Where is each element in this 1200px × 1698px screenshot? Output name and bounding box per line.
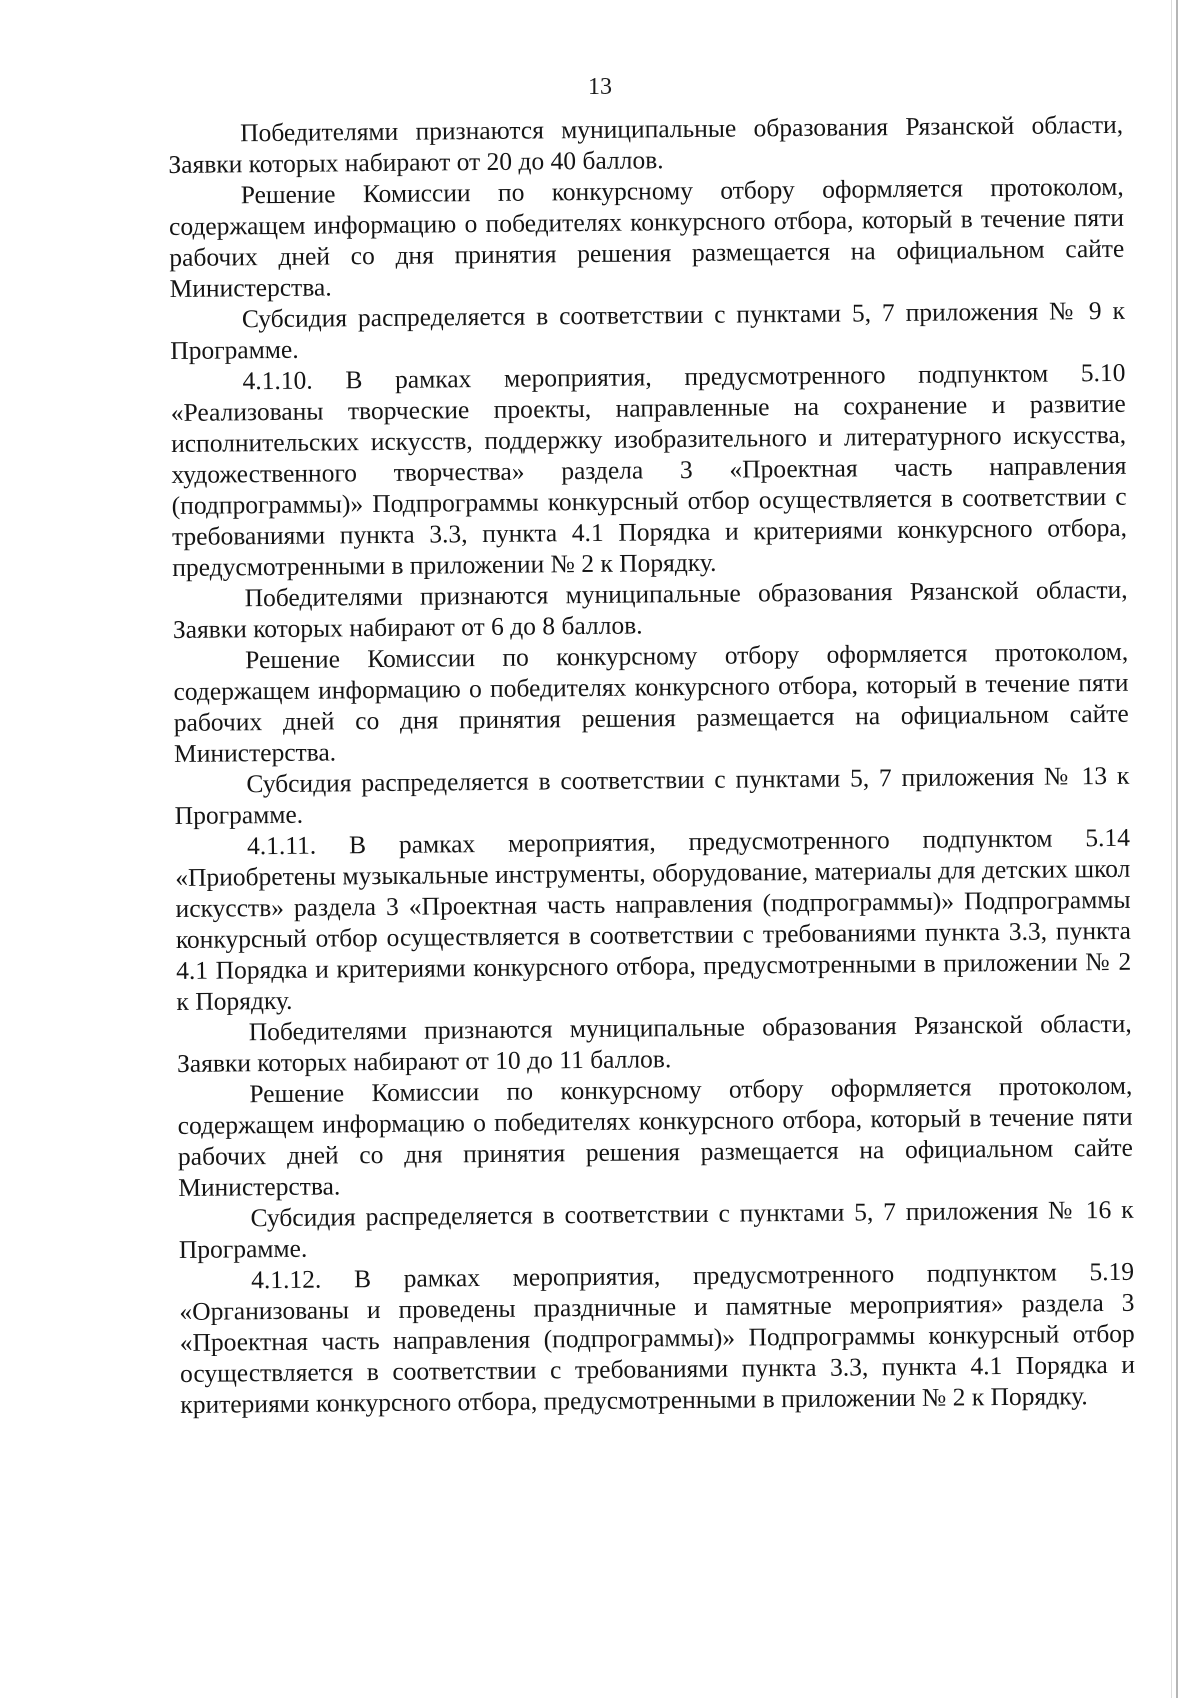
paragraph-winners-10-11: Победителями признаются муниципальные образования Рязанской области, Заявки которых набирают от 10 до 11 баллов. bbox=[176, 1008, 1132, 1078]
page-number: 13 bbox=[588, 74, 612, 100]
paragraph-4-1-11: 4.1.11. В рамках мероприятия, предусмотренного подпунктом 5.14 «Приобретены музыкальные инструменты, оборудование, материалы для детских школ искусств» раздела 3 «Проектная часть направления (подпрограммы)» Подпрограммы конкурсный отбор осуществляется в соответствии с требованиями пункта 3.3, пункта 4.1 Порядка и критериями конкурсного отбора, предусмотренными в приложении № 2 к Порядку. bbox=[175, 822, 1132, 1016]
document-body bbox=[168, 109, 1135, 1420]
paragraph-winners-6-8: Победителями признаются муниципальные образования Рязанской области, Заявки которых набирают от 6 до 8 баллов. bbox=[172, 574, 1128, 644]
paragraph-subsidy-appendix-13: Субсидия распределяется в соответствии с пунктами 5, 7 приложения № 13 к Программе. bbox=[174, 760, 1130, 830]
paragraph-winners-20-40: Победителями признаются муниципальные образования Рязанской области, Заявки которых набирают от 20 до 40 баллов. bbox=[168, 109, 1124, 179]
paragraph-commission-decision: Решение Комиссии по конкурсному отбору оформляется протоколом, содержащем информацию о победителях конкурсного отбора, который в течение пяти рабочих дней со дня принятия решения размещается на официальном сайте Министерства. bbox=[177, 1070, 1134, 1202]
scan-edge-line bbox=[1176, 0, 1178, 1698]
scan-edge-shadow bbox=[1171, 0, 1172, 1698]
paragraph-commission-decision: Решение Комиссии по конкурсному отбору оформляется протоколом, содержащем информацию о победителях конкурсного отбора, который в течение пяти рабочих дней со дня принятия решения размещается на официальном сайте Министерства. bbox=[173, 636, 1129, 768]
paragraph-4-1-10: 4.1.10. В рамках мероприятия, предусмотренного подпунктом 5.10 «Реализованы творческие проекты, направленные на сохранение и развитие исполнительских искусств, поддержку изобразительного и литературного искусства, художественного творчества» раздела 3 «Проектная часть направления (подпрограммы)» Подпрограммы конкурсный отбор осуществляется в соответствии с требованиями пункта 3.3, пункта 4.1 Порядка и критериями конкурсного отбора, предусмотренными в приложении № 2 к Порядку. bbox=[170, 357, 1128, 582]
paragraph-4-1-12: 4.1.12. В рамках мероприятия, предусмотренного подпунктом 5.19 «Организованы и проведены праздничные и памятные мероприятия» раздела 3 «Проектная часть направления (подпрограммы)» Подпрограммы конкурсный отбор осуществляется в соответствии с требованиями пункта 3.3, пункта 4.1 Порядка и критериями конкурсного отбора, предусмотренными в приложении № 2 к Порядку. bbox=[179, 1256, 1136, 1419]
paragraph-subsidy-appendix-9: Субсидия распределяется в соответствии с пунктами 5, 7 приложения № 9 к Программе. bbox=[170, 295, 1126, 365]
paragraph-subsidy-appendix-16: Субсидия распределяется в соответствии с пунктами 5, 7 приложения № 16 к Программе. bbox=[178, 1194, 1134, 1264]
paragraph-commission-decision: Решение Комиссии по конкурсному отбору оформляется протоколом, содержащем информацию о победителях конкурсного отбора, который в течение пяти рабочих дней со дня принятия решения размещается на официальном сайте Министерства. bbox=[168, 171, 1125, 303]
